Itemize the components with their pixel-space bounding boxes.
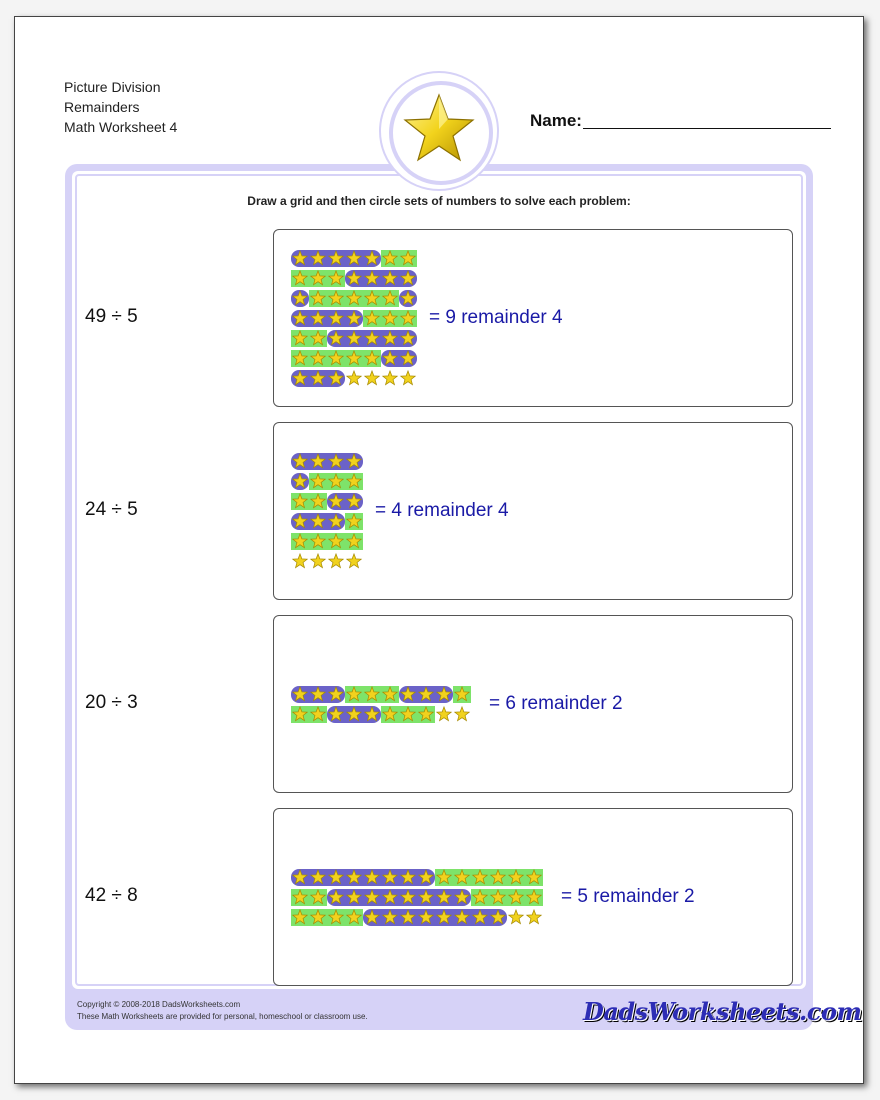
dadsworksheets-logo[interactable]: DadsWorksheets.com bbox=[583, 997, 862, 1026]
usage-note: These Math Worksheets are provided for personal, homeschool or classroom use. bbox=[77, 1012, 368, 1021]
problem-4 bbox=[15, 808, 863, 986]
problem-expression: 42 ÷ 8 bbox=[85, 885, 138, 906]
worksheet-page bbox=[14, 16, 864, 1084]
instructions: Draw a grid and then circle sets of numbers to solve each problem: bbox=[247, 194, 631, 208]
problem-expression: 49 ÷ 5 bbox=[85, 306, 138, 327]
worksheet-title bbox=[64, 77, 177, 137]
title-line-3: Math Worksheet 4 bbox=[64, 119, 178, 135]
star-icon bbox=[437, 707, 451, 721]
star-icon bbox=[293, 554, 307, 568]
copyright-text: Copyright © 2008-2018 DadsWorksheets.com bbox=[77, 1000, 241, 1009]
name-label: Name: bbox=[530, 111, 582, 130]
star-icon bbox=[311, 554, 325, 568]
title-line-1: Picture Division bbox=[64, 79, 161, 95]
star-icon bbox=[509, 910, 523, 924]
group-circle bbox=[363, 909, 507, 926]
star-icon bbox=[347, 554, 361, 568]
star-icon bbox=[365, 371, 379, 385]
group-circle bbox=[291, 869, 435, 886]
problem-3 bbox=[15, 615, 863, 793]
answer-text: = 9 remainder 4 bbox=[429, 307, 563, 328]
problem-1 bbox=[15, 229, 863, 407]
title-line-2: Remainders bbox=[64, 99, 140, 115]
answer-text: = 4 remainder 4 bbox=[375, 500, 509, 521]
problem-expression: 20 ÷ 3 bbox=[85, 692, 138, 713]
problem-2 bbox=[15, 422, 863, 600]
problem-expression: 24 ÷ 5 bbox=[85, 499, 138, 520]
answer-text: = 5 remainder 2 bbox=[561, 886, 695, 907]
star-icon bbox=[383, 371, 397, 385]
star-grid bbox=[291, 250, 417, 387]
footer-copyright bbox=[77, 999, 368, 1023]
star-grid bbox=[291, 686, 471, 723]
star-icon bbox=[527, 910, 541, 924]
star-icon bbox=[455, 707, 469, 721]
group-circle bbox=[435, 869, 543, 886]
name-input-line[interactable] bbox=[583, 128, 831, 129]
star-icon bbox=[403, 93, 475, 163]
star-grid bbox=[291, 453, 363, 570]
star-grid bbox=[291, 869, 543, 926]
answer-text: = 6 remainder 2 bbox=[489, 693, 623, 714]
group-circle bbox=[327, 889, 471, 906]
star-icon bbox=[347, 371, 361, 385]
star-icon bbox=[401, 371, 415, 385]
star-badge bbox=[381, 73, 497, 189]
star-icon bbox=[329, 554, 343, 568]
